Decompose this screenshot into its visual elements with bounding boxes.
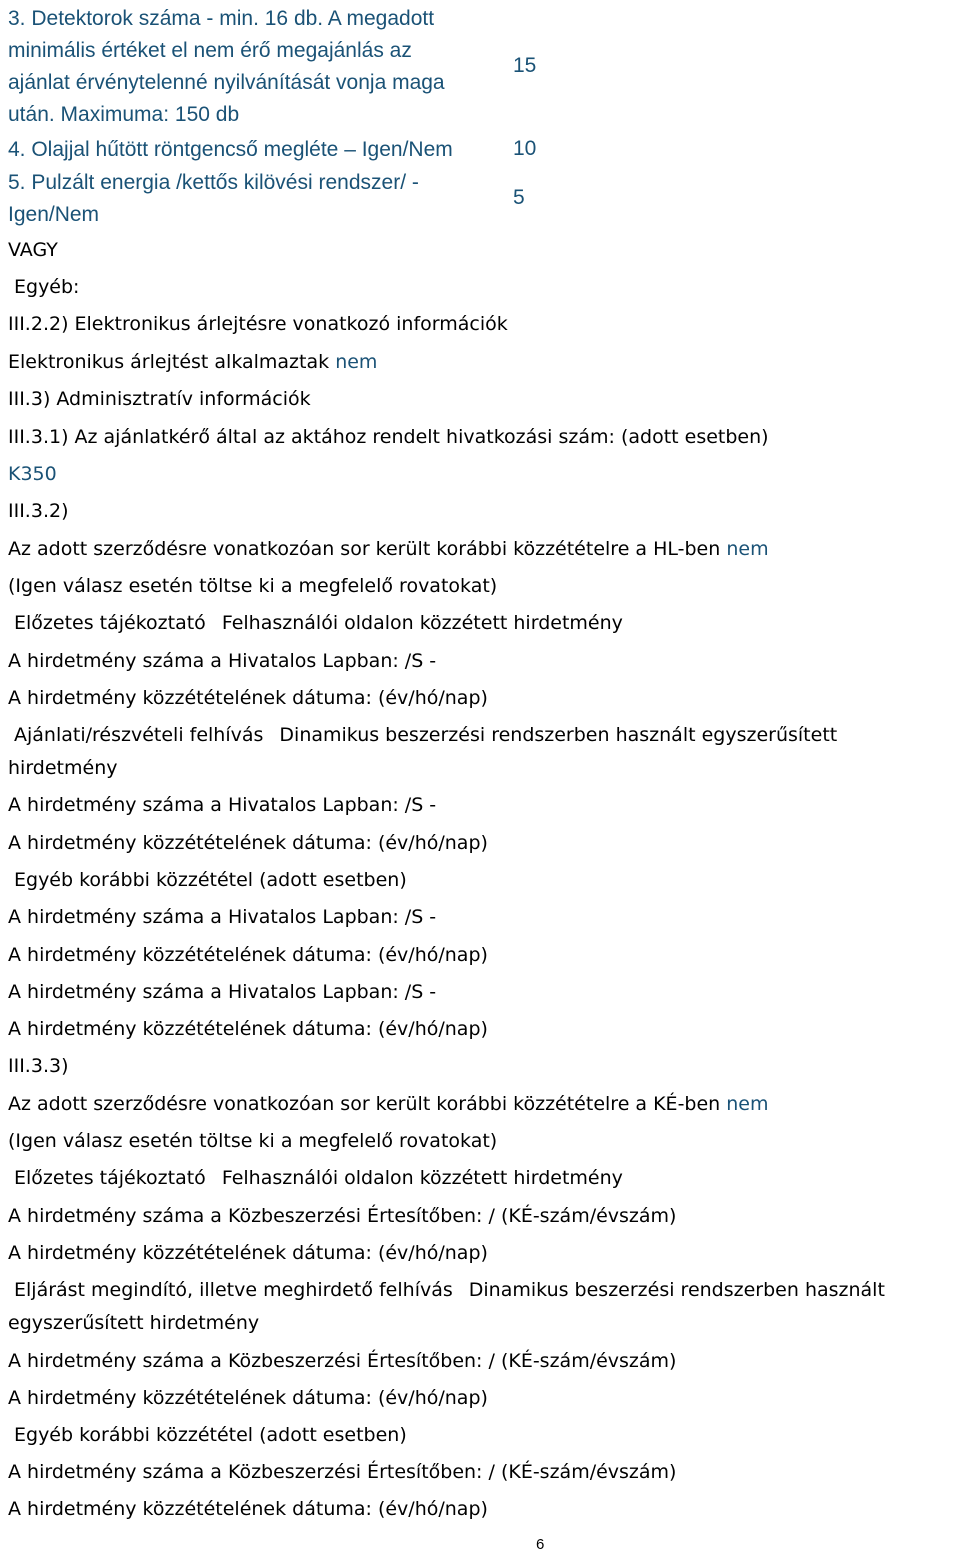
prior-info-line: [14, 611, 623, 635]
ke-publication-answer: nem: [726, 1093, 769, 1115]
hl-notice-number: A hirdetmény száma a Hivatalos Lapban: /S -: [8, 650, 437, 672]
hl-notice-number: A hirdetmény száma a Hivatalos Lapban: /S -: [8, 906, 437, 928]
criterion-4-line-1: 4. Olajjal hűtött röntgencső megléte – Igen/Nem: [8, 138, 453, 161]
buyer-profile-label: Felhasználói oldalon közzétett hirdetmény: [221, 612, 623, 634]
ke-publication-line: [8, 1092, 769, 1116]
section-iii-3-3-title: III.3.3): [8, 1055, 69, 1077]
e-auction-question: Elektronikus árlejtést alkalmaztak: [8, 351, 330, 373]
other-publication-label: Egyéb korábbi közzététel (adott esetben): [14, 869, 407, 891]
hl-notice-number: A hirdetmény száma a Hivatalos Lapban: /S -: [8, 794, 437, 816]
dps-label-end: hirdetmény: [8, 757, 118, 779]
criterion-3-score: 15: [513, 54, 537, 77]
criterion-3-line-1: 3. Detektorok száma - min. 16 db. A megadott: [8, 7, 435, 30]
e-auction-answer: nem: [335, 351, 378, 373]
criterion-5-line-2: Igen/Nem: [8, 203, 100, 226]
section-iii-3-title: III.3) Adminisztratív információk: [8, 388, 311, 410]
criterion-4-score: 10: [513, 137, 537, 160]
other-publication-label: Egyéb korábbi közzététel (adott esetben): [14, 1424, 407, 1446]
reference-number: K350: [8, 463, 57, 485]
criterion-5-line-1: 5. Pulzált energia /kettős kilövési rendszer/ -: [8, 171, 419, 194]
page-number: 6: [536, 1536, 545, 1553]
buyer-profile-label: Felhasználói oldalon közzétett hirdetmény: [221, 1167, 623, 1189]
criterion-3-line-3: ajánlat érvénytelenné nyilvánítását vonja maga: [8, 71, 445, 94]
publication-date: A hirdetmény közzétételének dátuma: (év/hó/nap): [8, 1242, 488, 1264]
publication-date: A hirdetmény közzétételének dátuma: (év/hó/nap): [8, 687, 488, 709]
section-iii-3-2-title: III.3.2): [8, 500, 69, 522]
publication-date: A hirdetmény közzétételének dátuma: (év/hó/nap): [8, 1498, 488, 1520]
publication-date: A hirdetmény közzétételének dátuma: (év/hó/nap): [8, 944, 488, 966]
hl-publication-line: [8, 537, 769, 561]
section-iii-2-2-title: III.2.2) Elektronikus árlejtésre vonatkozó információk: [8, 313, 508, 335]
criterion-3-line-4: után. Maximuma: 150 db: [8, 103, 240, 126]
call-label: Ajánlati/részvételi felhívás: [14, 724, 264, 746]
dps-label-end: egyszerűsített hirdetmény: [8, 1312, 260, 1334]
publication-date: A hirdetmény közzétételének dátuma: (év/hó/nap): [8, 832, 488, 854]
prior-info-label: Előzetes tájékoztató: [14, 1167, 206, 1189]
hl-publication-question: Az adott szerződésre vonatkozóan sor került korábbi közzétételre a HL-ben: [8, 538, 721, 560]
prior-info-label: Előzetes tájékoztató: [14, 612, 206, 634]
launch-call-line: [14, 1278, 885, 1302]
e-auction-line: [8, 350, 377, 374]
launch-call-label: Eljárást megindító, illetve meghirdető felhívás: [14, 1279, 453, 1301]
hl-notice-number: A hirdetmény száma a Hivatalos Lapban: /S -: [8, 981, 437, 1003]
hl-publication-answer: nem: [726, 538, 769, 560]
prior-info-line: [14, 1166, 623, 1190]
if-yes-note: (Igen válasz esetén töltse ki a megfelelő rovatokat): [8, 575, 498, 597]
if-yes-note: (Igen válasz esetén töltse ki a megfelelő rovatokat): [8, 1130, 498, 1152]
egyeb-label: Egyéb:: [14, 276, 80, 298]
section-iii-3-1-title: III.3.1) Az ajánlatkérő által az aktához rendelt hivatkozási szám: (adott esetben): [8, 426, 769, 448]
call-line: [14, 723, 837, 747]
ke-publication-question: Az adott szerződésre vonatkozóan sor került korábbi közzétételre a KÉ-ben: [8, 1093, 721, 1115]
ke-notice-number: A hirdetmény száma a Közbeszerzési Értesítőben: / (KÉ-szám/évszám): [8, 1205, 677, 1227]
dps-label: Dinamikus beszerzési rendszerben használt: [468, 1279, 885, 1301]
publication-date: A hirdetmény közzétételének dátuma: (év/hó/nap): [8, 1387, 488, 1409]
ke-notice-number: A hirdetmény száma a Közbeszerzési Értesítőben: / (KÉ-szám/évszám): [8, 1461, 677, 1483]
criterion-5-score: 5: [513, 186, 525, 209]
criterion-3-line-2: minimális értéket el nem érő megajánlás az: [8, 39, 412, 62]
ke-notice-number: A hirdetmény száma a Közbeszerzési Értesítőben: / (KÉ-szám/évszám): [8, 1350, 677, 1372]
publication-date: A hirdetmény közzétételének dátuma: (év/hó/nap): [8, 1018, 488, 1040]
dps-label: Dinamikus beszerzési rendszerben használt egyszerűsített: [279, 724, 838, 746]
vagy-label: VAGY: [8, 239, 58, 261]
